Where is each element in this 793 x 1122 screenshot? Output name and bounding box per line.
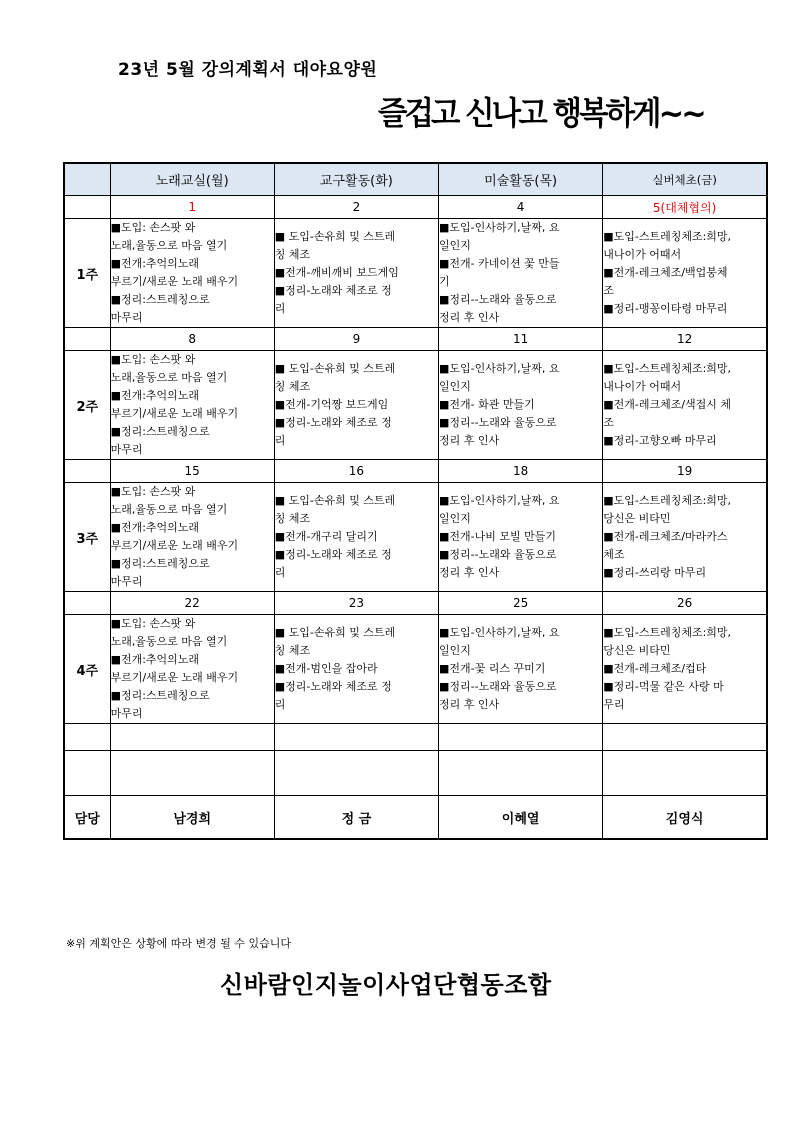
activity-line: ■ 도입-손유희 및 스트레: [274, 362, 396, 375]
week-row: [64, 483, 767, 592]
date-row-corner: [64, 592, 110, 615]
activity-line: ■전개:추억의노래: [110, 653, 200, 666]
lecture-plan-table: [63, 162, 768, 840]
activity-line: ■전개-깨비깨비 보드게임: [274, 266, 399, 279]
week-row: [64, 615, 767, 724]
empty-cell: [110, 751, 274, 796]
activity-line: 리: [274, 302, 286, 315]
activity-line: 일인지: [439, 644, 471, 657]
activity-line: 부르기/새로운 노래 배우기: [110, 275, 239, 288]
activity-line: ■도입-인사하기,날짜, 요: [439, 626, 560, 639]
activity-line: ■전개-레크체조/컵타: [603, 662, 707, 675]
activity-line: ■도입: 손스팟 와: [110, 221, 196, 234]
activity-line: ■도입-스트레칭체조:희망,: [603, 626, 732, 639]
activity-line: 리: [274, 434, 286, 447]
column-header: 교구활동(화): [274, 163, 438, 196]
activity-line: ■전개-나비 모빌 만들기: [439, 530, 556, 543]
empty-cell: [274, 724, 438, 751]
activity-line: ■전개-개구리 달리기: [274, 530, 378, 543]
activity-line: ■정리-쓰리랑 마무리: [603, 566, 707, 579]
week-row: [64, 351, 767, 460]
staff-name: 김영식: [603, 796, 767, 840]
activity-line: 체조: [603, 548, 625, 561]
empty-cell: [603, 724, 767, 751]
activity-line: ■전개-범인을 잡아라: [274, 662, 378, 675]
empty-cell: [439, 724, 603, 751]
activity-line: ■전개-꽃 리스 꾸미기: [439, 662, 546, 675]
activity-line: ■ 도입-손유희 및 스트레: [274, 494, 396, 507]
activity-line: 마무리: [110, 575, 143, 588]
document-title: 23년 5월 강의계획서 대야요양원: [118, 60, 378, 80]
activity-line: ■정리:스트레칭으로: [110, 293, 210, 306]
week-label: 2주: [64, 351, 110, 460]
empty-cell: [439, 751, 603, 796]
activity-line: ■정리:스트레칭으로: [110, 689, 210, 702]
week-row: [64, 219, 767, 328]
activity-line: ■정리--노래와 율동으로: [439, 293, 557, 306]
activity-line: 노래,율동으로 마음 열기: [110, 371, 228, 384]
activity-line: ■정리-먹물 같은 사랑 마: [603, 680, 724, 693]
empty-cell: [603, 751, 767, 796]
activity-cell: [439, 351, 603, 460]
date-cell: 1: [110, 196, 274, 219]
activity-line: ■전개:추억의노래: [110, 521, 200, 534]
activity-line: 정리 후 인사: [439, 698, 500, 711]
date-cell: 2: [274, 196, 438, 219]
activity-cell: [439, 219, 603, 328]
activity-line: 칭 체조: [274, 512, 311, 525]
activity-line: ■전개-레크체조/마라카스: [603, 530, 728, 543]
activity-line: 내나이가 어때서: [603, 248, 682, 261]
staff-name: 이혜열: [439, 796, 603, 840]
date-cell: 4: [439, 196, 603, 219]
activity-line: 일인지: [439, 380, 471, 393]
activity-line: ■도입-인사하기,날짜, 요: [439, 494, 560, 507]
activity-line: 일인지: [439, 239, 471, 252]
activity-cell: [274, 351, 438, 460]
empty-cell: [64, 751, 110, 796]
activity-line: ■정리--노래와 율동으로: [439, 416, 557, 429]
activity-line: ■도입-스트레칭체조:희망,: [603, 494, 732, 507]
activity-line: ■정리--노래와 율동으로: [439, 680, 557, 693]
staff-label: 담당: [64, 796, 110, 840]
activity-line: 마무리: [110, 443, 143, 456]
date-cell: 25: [439, 592, 603, 615]
empty-cell: [110, 724, 274, 751]
activity-line: ■정리-고향오빠 마무리: [603, 434, 717, 447]
empty-row: [64, 751, 767, 796]
activity-line: 무리: [603, 698, 625, 711]
date-row-corner: [64, 196, 110, 219]
date-cell: 23: [274, 592, 438, 615]
activity-cell: [110, 351, 274, 460]
date-row-corner: [64, 328, 110, 351]
slogan: 즐겁고 신나고 행복하게~~: [378, 94, 704, 132]
activity-line: 노래,율동으로 마음 열기: [110, 239, 228, 252]
date-row: [64, 592, 767, 615]
activity-line: 내나이가 어때서: [603, 380, 682, 393]
change-notice: ※위 계획안은 상황에 따라 변경 될 수 있습니다: [66, 937, 291, 950]
activity-line: 리: [274, 566, 286, 579]
activity-cell: [274, 219, 438, 328]
activity-line: ■도입: 손스팟 와: [110, 485, 196, 498]
activity-line: 노래,율동으로 마음 열기: [110, 503, 228, 516]
activity-line: ■정리--노래와 율동으로: [439, 548, 557, 561]
date-row-corner: [64, 460, 110, 483]
staff-name: 남경희: [110, 796, 274, 840]
activity-line: 당신은 비타민: [603, 644, 671, 657]
activity-line: ■정리-맹꽁이타령 마무리: [603, 302, 728, 315]
activity-line: ■정리:스트레칭으로: [110, 425, 210, 438]
activity-line: 칭 체조: [274, 644, 311, 657]
date-cell: 16: [274, 460, 438, 483]
activity-line: ■전개-기억짱 보드게임: [274, 398, 389, 411]
activity-line: ■전개- 카네이션 꽃 만들: [439, 257, 560, 270]
staff-row: [64, 796, 767, 840]
date-cell: 11: [439, 328, 603, 351]
activity-line: 정리 후 인사: [439, 311, 500, 324]
activity-cell: [439, 483, 603, 592]
activity-line: 부르기/새로운 노래 배우기: [110, 539, 239, 552]
activity-cell: [274, 615, 438, 724]
activity-line: ■도입-인사하기,날짜, 요: [439, 221, 560, 234]
activity-line: ■전개-레크체조/백업붕체: [603, 266, 728, 279]
activity-cell: [274, 483, 438, 592]
activity-line: ■전개:추억의노래: [110, 389, 200, 402]
activity-line: ■도입: 손스팟 와: [110, 617, 196, 630]
activity-line: ■정리-노래와 체조로 정: [274, 416, 392, 429]
date-cell: 9: [274, 328, 438, 351]
column-header: 실버체초(금): [603, 163, 767, 196]
activity-line: 당신은 비타민: [603, 512, 671, 525]
week-label: 1주: [64, 219, 110, 328]
activity-line: ■전개- 화관 만들기: [439, 398, 535, 411]
activity-line: ■정리:스트레칭으로: [110, 557, 210, 570]
activity-line: ■ 도입-손유희 및 스트레: [274, 230, 396, 243]
date-cell: 5(대체협의): [603, 196, 767, 219]
activity-line: 정리 후 인사: [439, 434, 500, 447]
date-row: [64, 460, 767, 483]
activity-line: 부르기/새로운 노래 배우기: [110, 407, 239, 420]
date-cell: 19: [603, 460, 767, 483]
activity-cell: [110, 615, 274, 724]
activity-line: 조: [603, 416, 614, 429]
activity-line: 조: [603, 284, 614, 297]
empty-cell: [274, 751, 438, 796]
activity-line: ■도입: 손스팟 와: [110, 353, 196, 366]
header-row: [64, 163, 767, 196]
column-header: 미술활동(목): [439, 163, 603, 196]
organization-name: 신바람인지놀이사업단협동조합: [220, 971, 552, 999]
activity-line: ■정리-노래와 체조로 정: [274, 284, 392, 297]
activity-line: ■도입-스트레칭체조:희망,: [603, 362, 732, 375]
activity-line: ■정리-노래와 체조로 정: [274, 680, 392, 693]
date-cell: 26: [603, 592, 767, 615]
activity-cell: [603, 219, 767, 328]
activity-line: 리: [274, 698, 286, 711]
column-header: 노래교실(월): [110, 163, 274, 196]
activity-cell: [603, 483, 767, 592]
activity-line: ■전개-레크체조/색접시 체: [603, 398, 732, 411]
staff-name: 정 금: [274, 796, 438, 840]
activity-line: ■도입-인사하기,날짜, 요: [439, 362, 560, 375]
activity-cell: [603, 615, 767, 724]
activity-line: 기: [439, 275, 450, 288]
activity-cell: [439, 615, 603, 724]
header-corner: [64, 163, 110, 196]
activity-line: ■도입-스트레칭체조:희망,: [603, 230, 732, 243]
activity-line: ■전개:추억의노래: [110, 257, 200, 270]
activity-line: 마무리: [110, 311, 143, 324]
activity-cell: [110, 219, 274, 328]
activity-line: ■ 도입-손유희 및 스트레: [274, 626, 396, 639]
activity-line: 노래,율동으로 마음 열기: [110, 635, 228, 648]
activity-line: 마무리: [110, 707, 143, 720]
date-cell: 12: [603, 328, 767, 351]
empty-cell: [64, 724, 110, 751]
date-row: [64, 328, 767, 351]
weeks-body: [64, 196, 767, 724]
date-cell: 18: [439, 460, 603, 483]
date-cell: 22: [110, 592, 274, 615]
activity-line: 부르기/새로운 노래 배우기: [110, 671, 239, 684]
week-label: 4주: [64, 615, 110, 724]
activity-line: 일인지: [439, 512, 471, 525]
date-cell: 15: [110, 460, 274, 483]
activity-line: 칭 체조: [274, 248, 311, 261]
activity-line: 칭 체조: [274, 380, 311, 393]
date-row: [64, 196, 767, 219]
activity-cell: [110, 483, 274, 592]
date-cell: 8: [110, 328, 274, 351]
activity-line: ■정리-노래와 체조로 정: [274, 548, 392, 561]
empty-row: [64, 724, 767, 751]
activity-line: 정리 후 인사: [439, 566, 500, 579]
activity-cell: [603, 351, 767, 460]
week-label: 3주: [64, 483, 110, 592]
